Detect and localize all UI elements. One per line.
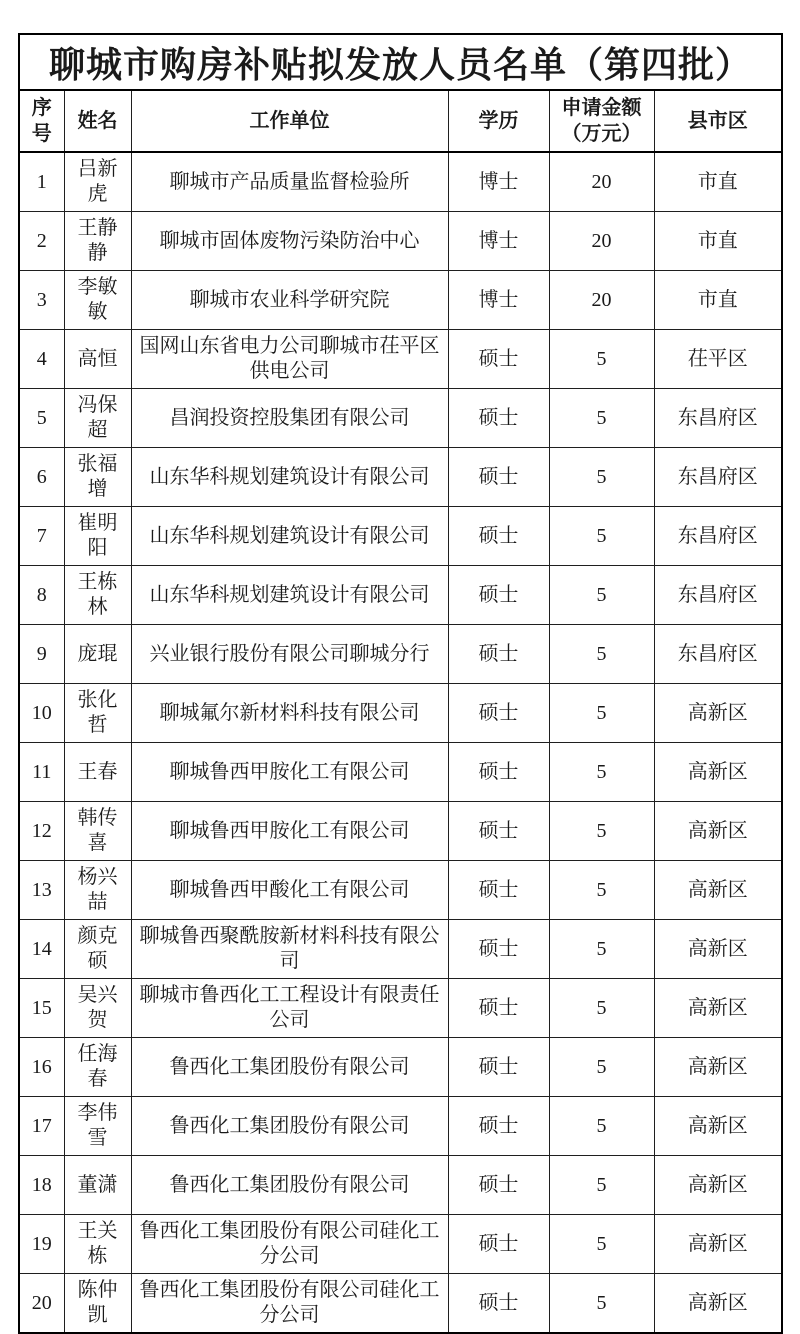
cell-work-unit: 聊城氟尔新材料科技有限公司 <box>131 684 448 743</box>
cell-person-name: 王春 <box>64 743 131 802</box>
col-header-degree: 学历 <box>448 90 549 152</box>
table-row <box>19 1215 782 1274</box>
cell-work-unit: 山东华科规划建筑设计有限公司 <box>131 448 448 507</box>
cell-work-unit: 聊城鲁西甲胺化工有限公司 <box>131 802 448 861</box>
col-header-name: 姓名 <box>64 90 131 152</box>
cell-person-name: 吴兴贺 <box>64 979 131 1038</box>
cell-serial-number: 14 <box>19 920 64 979</box>
cell-degree: 硕士 <box>448 1274 549 1334</box>
cell-district: 市直 <box>654 152 782 212</box>
table-row <box>19 1038 782 1097</box>
cell-degree: 硕士 <box>448 920 549 979</box>
cell-amount: 5 <box>549 330 654 389</box>
cell-district: 高新区 <box>654 1156 782 1215</box>
cell-person-name: 陈仲凯 <box>64 1274 131 1334</box>
cell-degree: 硕士 <box>448 861 549 920</box>
table-row <box>19 920 782 979</box>
cell-district: 高新区 <box>654 861 782 920</box>
cell-serial-number: 19 <box>19 1215 64 1274</box>
cell-person-name: 王栋林 <box>64 566 131 625</box>
cell-district: 茌平区 <box>654 330 782 389</box>
cell-work-unit: 鲁西化工集团股份有限公司硅化工分公司 <box>131 1215 448 1274</box>
cell-work-unit: 聊城市固体废物污染防治中心 <box>131 212 448 271</box>
cell-amount: 5 <box>549 979 654 1038</box>
cell-work-unit: 鲁西化工集团股份有限公司 <box>131 1156 448 1215</box>
cell-degree: 硕士 <box>448 1097 549 1156</box>
cell-work-unit: 聊城市鲁西化工工程设计有限责任公司 <box>131 979 448 1038</box>
cell-work-unit: 聊城鲁西聚酰胺新材料科技有限公司 <box>131 920 448 979</box>
cell-person-name: 高恒 <box>64 330 131 389</box>
cell-amount: 20 <box>549 271 654 330</box>
cell-amount: 5 <box>549 920 654 979</box>
cell-amount: 5 <box>549 1156 654 1215</box>
cell-person-name: 韩传喜 <box>64 802 131 861</box>
table-row <box>19 743 782 802</box>
cell-district: 高新区 <box>654 1274 782 1334</box>
table-row <box>19 684 782 743</box>
col-header-serial: 序号 <box>19 90 64 152</box>
table-row <box>19 1156 782 1215</box>
cell-serial-number: 4 <box>19 330 64 389</box>
cell-serial-number: 10 <box>19 684 64 743</box>
cell-degree: 硕士 <box>448 507 549 566</box>
cell-serial-number: 18 <box>19 1156 64 1215</box>
cell-person-name: 张福增 <box>64 448 131 507</box>
cell-amount: 20 <box>549 212 654 271</box>
cell-work-unit: 聊城鲁西甲酸化工有限公司 <box>131 861 448 920</box>
cell-degree: 博士 <box>448 152 549 212</box>
col-header-district: 县市区 <box>654 90 782 152</box>
cell-degree: 硕士 <box>448 1215 549 1274</box>
cell-serial-number: 13 <box>19 861 64 920</box>
cell-serial-number: 7 <box>19 507 64 566</box>
cell-person-name: 颜克硕 <box>64 920 131 979</box>
cell-work-unit: 山东华科规划建筑设计有限公司 <box>131 507 448 566</box>
cell-work-unit: 鲁西化工集团股份有限公司 <box>131 1038 448 1097</box>
title-row <box>19 34 782 90</box>
cell-degree: 硕士 <box>448 743 549 802</box>
col-header-unit: 工作单位 <box>131 90 448 152</box>
cell-serial-number: 8 <box>19 566 64 625</box>
cell-person-name: 庞琨 <box>64 625 131 684</box>
cell-work-unit: 山东华科规划建筑设计有限公司 <box>131 566 448 625</box>
cell-serial-number: 17 <box>19 1097 64 1156</box>
cell-amount: 5 <box>549 1274 654 1334</box>
table-row <box>19 330 782 389</box>
cell-district: 高新区 <box>654 1097 782 1156</box>
cell-district: 高新区 <box>654 802 782 861</box>
cell-degree: 硕士 <box>448 448 549 507</box>
cell-district: 高新区 <box>654 1215 782 1274</box>
cell-degree: 硕士 <box>448 566 549 625</box>
cell-serial-number: 5 <box>19 389 64 448</box>
cell-amount: 5 <box>549 1215 654 1274</box>
cell-amount: 5 <box>549 507 654 566</box>
cell-person-name: 吕新虎 <box>64 152 131 212</box>
cell-serial-number: 2 <box>19 212 64 271</box>
cell-district: 市直 <box>654 212 782 271</box>
header-row <box>19 90 782 152</box>
cell-degree: 硕士 <box>448 802 549 861</box>
cell-serial-number: 12 <box>19 802 64 861</box>
cell-work-unit: 兴业银行股份有限公司聊城分行 <box>131 625 448 684</box>
cell-person-name: 董潇 <box>64 1156 131 1215</box>
cell-district: 东昌府区 <box>654 389 782 448</box>
cell-person-name: 杨兴喆 <box>64 861 131 920</box>
col-header-amount-line1: 申请金额 <box>561 97 642 119</box>
cell-serial-number: 3 <box>19 271 64 330</box>
table-row <box>19 802 782 861</box>
cell-person-name: 崔明阳 <box>64 507 131 566</box>
cell-amount: 5 <box>549 389 654 448</box>
table-row <box>19 389 782 448</box>
cell-person-name: 张化哲 <box>64 684 131 743</box>
cell-work-unit: 鲁西化工集团股份有限公司硅化工分公司 <box>131 1274 448 1334</box>
cell-amount: 5 <box>549 1038 654 1097</box>
cell-amount: 5 <box>549 1097 654 1156</box>
table-row <box>19 566 782 625</box>
cell-degree: 硕士 <box>448 1156 549 1215</box>
cell-amount: 5 <box>549 802 654 861</box>
table-row <box>19 979 782 1038</box>
cell-serial-number: 15 <box>19 979 64 1038</box>
col-header-amount <box>549 90 654 152</box>
cell-work-unit: 聊城鲁西甲胺化工有限公司 <box>131 743 448 802</box>
table-row <box>19 861 782 920</box>
cell-degree: 硕士 <box>448 1038 549 1097</box>
cell-person-name: 李伟雪 <box>64 1097 131 1156</box>
cell-serial-number: 9 <box>19 625 64 684</box>
cell-district: 高新区 <box>654 979 782 1038</box>
cell-degree: 博士 <box>448 212 549 271</box>
table-row <box>19 152 782 212</box>
cell-person-name: 王关栋 <box>64 1215 131 1274</box>
cell-person-name: 任海春 <box>64 1038 131 1097</box>
cell-degree: 硕士 <box>448 330 549 389</box>
cell-amount: 5 <box>549 684 654 743</box>
table-row <box>19 1097 782 1156</box>
table-row <box>19 212 782 271</box>
table-row <box>19 448 782 507</box>
cell-district: 东昌府区 <box>654 566 782 625</box>
cell-district: 东昌府区 <box>654 448 782 507</box>
page-title: 聊城市购房补贴拟发放人员名单（第四批） <box>19 34 782 90</box>
cell-person-name: 李敏敏 <box>64 271 131 330</box>
cell-work-unit: 昌润投资控股集团有限公司 <box>131 389 448 448</box>
cell-amount: 5 <box>549 625 654 684</box>
cell-work-unit: 鲁西化工集团股份有限公司 <box>131 1097 448 1156</box>
cell-work-unit: 聊城市农业科学研究院 <box>131 271 448 330</box>
cell-district: 高新区 <box>654 1038 782 1097</box>
table-row <box>19 271 782 330</box>
cell-serial-number: 20 <box>19 1274 64 1334</box>
cell-district: 东昌府区 <box>654 507 782 566</box>
cell-degree: 博士 <box>448 271 549 330</box>
cell-serial-number: 1 <box>19 152 64 212</box>
cell-degree: 硕士 <box>448 625 549 684</box>
cell-district: 高新区 <box>654 920 782 979</box>
cell-district: 高新区 <box>654 743 782 802</box>
cell-amount: 5 <box>549 743 654 802</box>
cell-amount: 20 <box>549 152 654 212</box>
cell-serial-number: 6 <box>19 448 64 507</box>
table-body <box>19 152 782 1333</box>
cell-person-name: 王静静 <box>64 212 131 271</box>
cell-amount: 5 <box>549 448 654 507</box>
cell-serial-number: 16 <box>19 1038 64 1097</box>
cell-person-name: 冯保超 <box>64 389 131 448</box>
subsidy-table <box>18 33 783 1334</box>
cell-degree: 硕士 <box>448 684 549 743</box>
cell-amount: 5 <box>549 861 654 920</box>
cell-district: 东昌府区 <box>654 625 782 684</box>
table-row <box>19 507 782 566</box>
table-row <box>19 1274 782 1334</box>
cell-degree: 硕士 <box>448 979 549 1038</box>
cell-amount: 5 <box>549 566 654 625</box>
cell-work-unit: 聊城市产品质量监督检验所 <box>131 152 448 212</box>
table-row <box>19 625 782 684</box>
col-header-amount-line2: （万元） <box>561 123 642 145</box>
cell-serial-number: 11 <box>19 743 64 802</box>
cell-district: 高新区 <box>654 684 782 743</box>
cell-degree: 硕士 <box>448 389 549 448</box>
cell-district: 市直 <box>654 271 782 330</box>
cell-work-unit: 国网山东省电力公司聊城市茌平区供电公司 <box>131 330 448 389</box>
